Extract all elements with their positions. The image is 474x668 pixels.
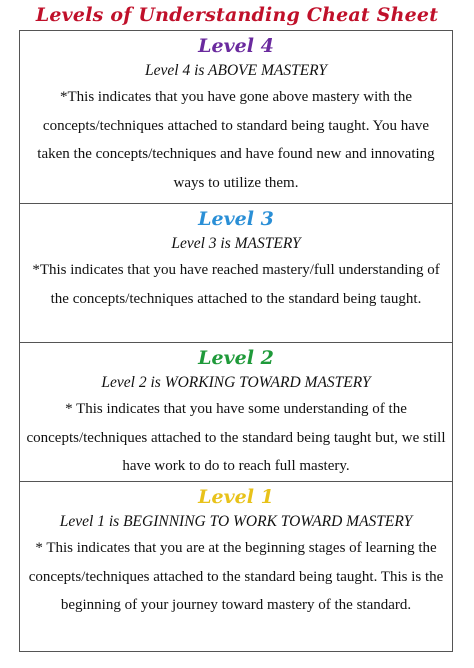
page-title: Levels of Understanding Cheat Sheet — [35, 4, 439, 26]
level-4-subtitle: Level 4 is ABOVE MASTERY — [145, 62, 327, 79]
level-3-section — [20, 203, 452, 342]
levels-table — [19, 30, 453, 652]
level-2-heading: Level 2 — [198, 347, 274, 369]
level-2-section — [20, 342, 452, 481]
level-1-subtitle: Level 1 is BEGINNING TO WORK TOWARD MASTERY — [59, 513, 413, 530]
level-3-heading: Level 3 — [198, 208, 274, 230]
level-2-description: * This indicates that you have some understanding of the concepts/techniques attached to the standard being taught but, we still have work to do to reach full mastery. — [26, 401, 446, 474]
level-3-description: *This indicates that you have reached mastery/full understanding of the concepts/techniques attached to the standard being taught. — [32, 262, 440, 307]
level-2-subtitle: Level 2 is WORKING TOWARD MASTERY — [101, 374, 371, 391]
level-3-subtitle: Level 3 is MASTERY — [171, 235, 301, 252]
level-4-description: *This indicates that you have gone above mastery with the concepts/techniques attached to standard being taught. You have taken the concepts/techniques and have found new and innovating ways to utilize them. — [37, 89, 435, 191]
level-4-heading: Level 4 — [198, 35, 274, 57]
level-1-description: * This indicates that you are at the beginning stages of learning the concepts/techniques attached to the standard being taught. This is the beginning of your journey toward mastery of the standard. — [28, 540, 444, 613]
level-1-section — [20, 481, 452, 651]
level-4-section — [20, 33, 452, 203]
level-1-heading: Level 1 — [198, 486, 274, 508]
